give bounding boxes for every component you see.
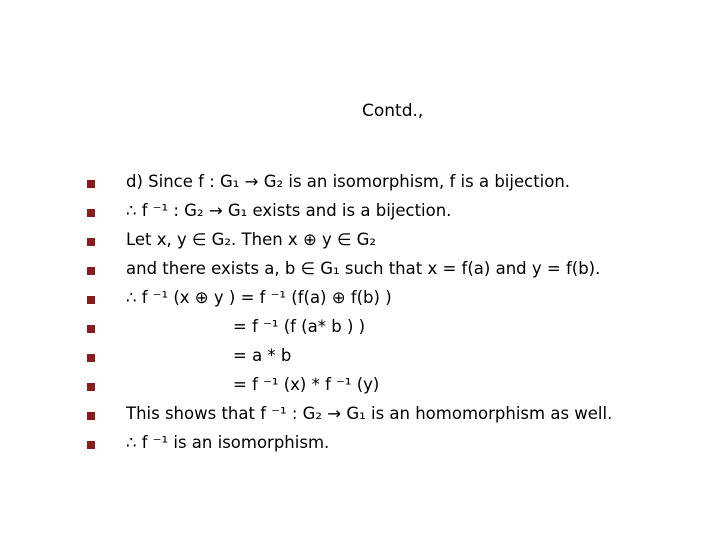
list-item: = f ⁻¹ (x) * f ⁻¹ (y) [233, 375, 380, 394]
list-item: Let x, y ∈ G₂. Then x ⊕ y ∈ G₂ [126, 230, 377, 249]
list-item: ∴ f ⁻¹ (x ⊕ y ) = f ⁻¹ (f(a) ⊕ f(b) ) [126, 288, 392, 307]
bullet-square-icon [87, 441, 95, 449]
list-item: = a * b [233, 346, 292, 365]
list-item: ∴ f ⁻¹ : G₂ → G₁ exists and is a bijection. [126, 201, 452, 220]
list-item: This shows that f ⁻¹ : G₂ → G₁ is an homomorphism as well. [126, 404, 613, 423]
bullet-square-icon [87, 412, 95, 420]
bullet-square-icon [87, 383, 95, 391]
slide-title: Contd., [362, 101, 424, 121]
list-item: d) Since f : G₁ → G₂ is an isomorphism, f is a bijection. [126, 172, 571, 191]
bullet-square-icon [87, 267, 95, 275]
bullet-square-icon [87, 354, 95, 362]
bullet-square-icon [87, 238, 95, 246]
list-item: ∴ f ⁻¹ is an isomorphism. [126, 433, 330, 452]
bullet-square-icon [87, 180, 95, 188]
bullet-square-icon [87, 296, 95, 304]
list-item: and there exists a, b ∈ G₁ such that x = f(a) and y = f(b). [126, 259, 601, 278]
bullet-square-icon [87, 209, 95, 217]
list-item: = f ⁻¹ (f (a* b ) ) [233, 317, 366, 336]
bullet-square-icon [87, 325, 95, 333]
